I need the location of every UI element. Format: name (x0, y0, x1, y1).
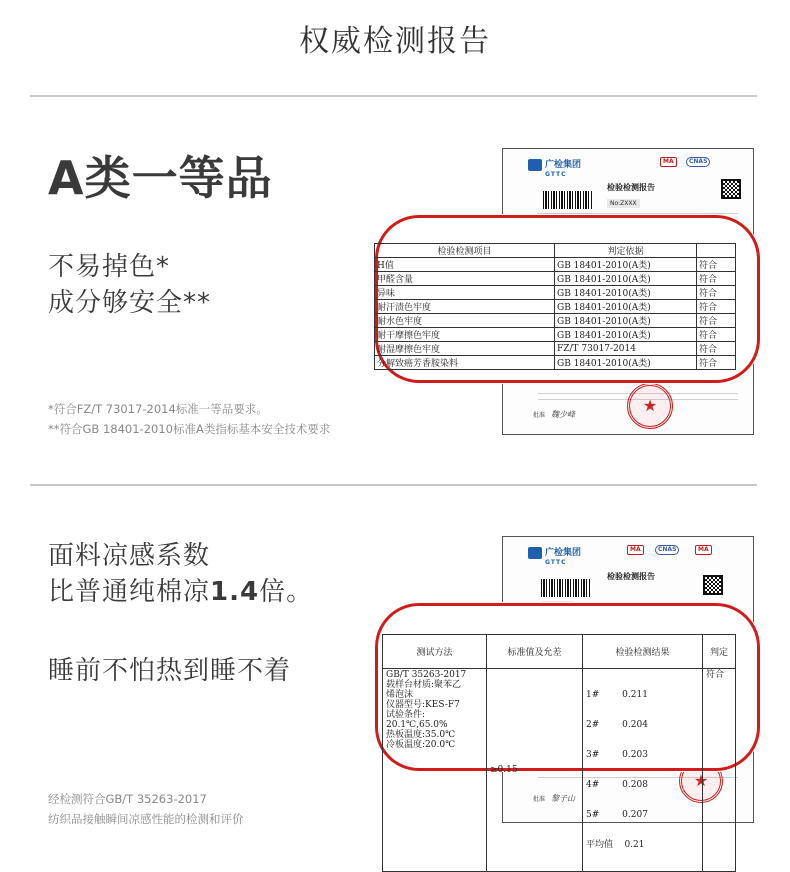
report-number: No:ZXXX (607, 199, 640, 208)
magnifier-lens-1 (375, 215, 760, 383)
feature-cooling-coefficient: 面料凉感系数 (48, 541, 211, 571)
gttc-logo: 广检集团 GTTC (528, 545, 581, 566)
gttc-logo: 广检集团 GTTC (528, 157, 581, 178)
table-header-row (383, 635, 736, 669)
table-row (383, 669, 736, 872)
header-basis: 判定依据 (555, 244, 697, 258)
cma-badge: MA (627, 545, 644, 555)
method-cell: GB/T 35263-2017 载样台材质:聚苯乙 烯泡沫 仪器型号:KES-F7 试验条件: 20.1℃,65.0% 热板温度:35.0℃ 冷板温度:20.0℃ (383, 669, 487, 872)
page-title: 权威检测报告 (299, 24, 491, 59)
seal-star-icon: ★ (693, 771, 709, 790)
grade-heading: A类一等品 (48, 151, 273, 205)
seal-star-icon: ★ (642, 396, 658, 415)
gttc-logo-icon (528, 159, 542, 171)
standard-cell: ≥0.15 (487, 669, 583, 872)
cooling-test-table (382, 634, 736, 872)
note-standard-1: *符合FZ/T 73017-2014标准一等品要求。 (48, 402, 268, 416)
table-row: 耐汗渍色牢度 GB 18401-2010(A类) 符合 (375, 300, 736, 314)
report-rule (538, 213, 738, 214)
table-row: 耐水色牢度 GB 18401-2010(A类) 符合 (375, 314, 736, 328)
table-row: 耐湿摩擦色牢度 FZ/T 73017-2014 符合 (375, 342, 736, 356)
cma-badge: MA (660, 157, 677, 167)
official-seal (627, 383, 673, 429)
table-row: 分解致癌芳香胺染料 GB 18401-2010(A类) 符合 (375, 356, 736, 370)
barcode-icon (541, 579, 591, 597)
feature-cooler-than-cotton: 比普通纯棉凉1.4倍。 (48, 577, 314, 607)
gttc-logo-icon (528, 547, 542, 559)
top-divider (30, 95, 757, 97)
note-standard-2: **符合GB 18401-2010标准A类指标基本安全技术要求 (48, 422, 331, 436)
header-verdict (697, 244, 736, 258)
qr-code-icon (703, 575, 723, 595)
table-row: H值 GB 18401-2010(A类) 符合 (375, 258, 736, 272)
approval-signature: 批准 魏少峰 (533, 410, 576, 419)
feature-sleep-cool: 睡前不怕热到睡不着 (48, 656, 292, 686)
table-row: 耐干摩擦色牢度 GB 18401-2010(A类) 符合 (375, 328, 736, 342)
header-result: 检验检测结果 (583, 635, 703, 669)
header-verdict: 判定 (703, 635, 736, 669)
report-title: 检验检测报告 (607, 572, 655, 581)
report-title: 检验检测报告 (607, 183, 655, 192)
table-row: 甲醛含量 GB 18401-2010(A类) 符合 (375, 272, 736, 286)
barcode-icon (543, 191, 593, 209)
header-item: 检验检测项目 (375, 244, 555, 258)
header-method: 测试方法 (383, 635, 487, 669)
cnas-badge: CNAS (686, 157, 710, 167)
verdict-cell: 符合 (703, 669, 736, 872)
ma-badge: MA (695, 545, 712, 555)
qr-code-icon (721, 179, 741, 199)
note-standard-4: 纺织品接触瞬间凉感性能的检测和评价 (48, 812, 244, 826)
feature-colorfast: 不易掉色* (48, 252, 171, 282)
middle-divider (30, 484, 757, 486)
header-standard: 标准值及允差 (487, 635, 583, 669)
note-standard-3: 经检测符合GB/T 35263-2017 (48, 792, 207, 806)
table-header-row (375, 244, 736, 258)
feature-safe: 成分够安全** (48, 288, 212, 318)
cnas-badge: CNAS (655, 545, 679, 555)
approval-signature: 批准 黎子山 (533, 794, 576, 803)
table-row: 异味 GB 18401-2010(A类) 符合 (375, 286, 736, 300)
inspection-table (374, 243, 736, 370)
result-cell: 1# 0.211 2# 0.204 3# 0.203 4# 0.208 5# 0.207 平均值 0.21 (583, 669, 703, 872)
